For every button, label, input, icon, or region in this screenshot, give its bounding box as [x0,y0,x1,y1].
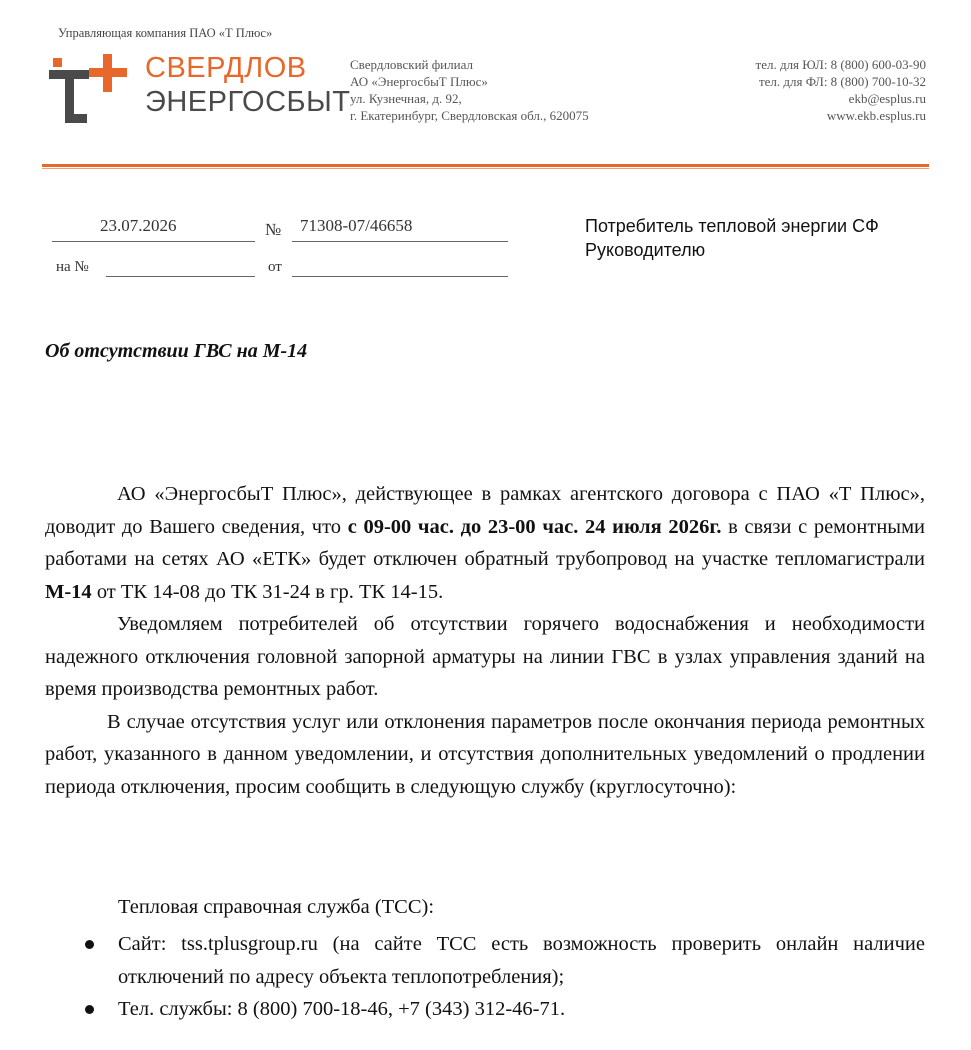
paragraph-text: в связи с ремонтными работами на сетях АО «ЕТК» будет отключен обратный трубопровод на участке тепломагистрали [45,515,926,570]
tss-title: Тепловая справочная служба (ТСС): [118,896,435,918]
address-line: ул. Кузнечная, д. 92, [350,91,462,106]
letter-date: 23.07.2026 [100,216,177,235]
letter-subject: Об отсутствии ГВС на М-14 [45,340,308,362]
list-item-text: Тел. службы: 8 (800) 700-18-46, +7 (343) 312-46-71. [118,998,566,1020]
letter-number: 71308-07/46658 [300,216,413,235]
bullet-icon [85,1005,94,1014]
heat-main-name: М-14 [45,580,92,603]
email-link[interactable]: ekb@esplus.ru [848,91,926,106]
branch-address [350,56,589,124]
paragraph-3: В случае отсутствия услуг или отклонения параметров после окончания периода ремонтных работ, указанного в данном уведомлении, и отсутствия дополнительных уведомлений о продлении периода отключения, просим сообщить в следующую службу (круглосуточно): [45,710,925,798]
brand-name-line2: ЭНЕРГОСБЫТ [145,86,351,118]
t-plus-logo-icon [45,50,140,125]
recipient-line: Потребитель тепловой энергии СФ [585,216,879,236]
outage-period: с 09-00 час. до 23-00 час. 24 июля 2026г. [347,515,722,538]
contact-line: тел. для ФЛ: 8 (800) 700-10-32 [758,74,926,89]
paragraph-text: от ТК 14-08 до ТК 31-24 в гр. ТК 14-15. [91,580,444,603]
list-item-text: Сайт: tss.tplusgroup.ru (на сайте ТСС есть возможность проверить онлайн наличие отключений по адресу объекта теплопотребления); [118,933,925,988]
list-item [85,993,925,1026]
header-divider [42,164,929,167]
reply-number-underline [106,276,255,277]
paragraph-2: Уведомляем потребителей об отсутствии горячего водоснабжения и необходимости надежного отключения головной запорной арматуры на линии ГВС в узлах управления зданий на время производства ремонтных работ. [45,613,925,700]
paragraph-text: АО «ЭнергосбыТ Плюс», действующее в рамках агентского договора с ПАО «Т Плюс», доводит до Вашего сведения, что [45,483,925,538]
letter-body [45,478,925,803]
reply-to-label: на № [56,259,89,275]
date-underline [52,241,255,242]
management-company-label: Управляющая компания ПАО «Т Плюс» [58,26,273,40]
number-underline [292,241,508,242]
list-item [85,928,925,993]
address-line: г. Екатеринбург, Свердловская обл., 620075 [350,108,589,123]
address-line: АО «ЭнергосбыТ Плюс» [350,74,488,89]
bullet-list [85,928,925,1026]
contact-line: тел. для ЮЛ: 8 (800) 600-03-90 [755,57,926,72]
address-line: Свердловский филиал [350,57,473,72]
from-label: от [268,259,282,275]
bullet-icon [85,940,94,949]
recipient-block [585,214,879,262]
from-date-underline [292,276,508,277]
website-link[interactable]: www.ekb.esplus.ru [826,108,926,123]
brand-name-line1: СВЕРДЛОВ [145,52,307,84]
paragraph-1 [45,478,925,608]
company-logo [45,50,351,125]
header-divider-thin [42,168,929,169]
branch-contacts [756,56,926,124]
recipient-line: Руководителю [585,240,706,260]
number-sign: № [265,220,282,239]
